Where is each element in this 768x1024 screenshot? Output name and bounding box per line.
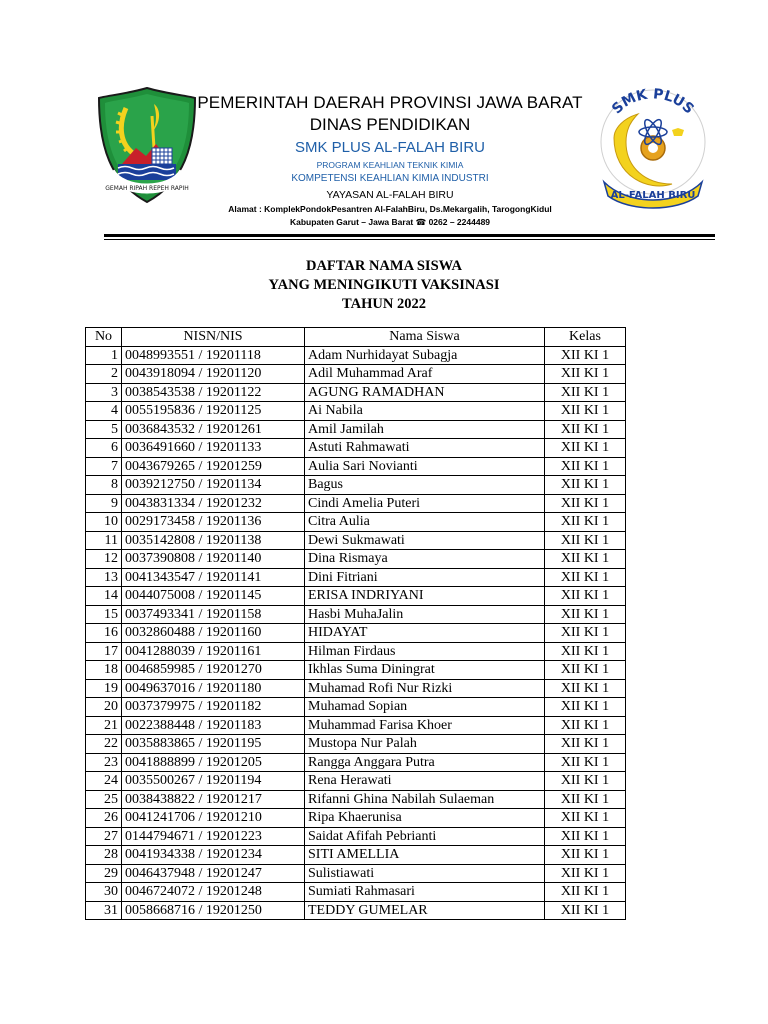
row-number: 1 [86, 346, 122, 365]
row-class: XII KI 1 [545, 642, 626, 661]
table-header-row [86, 328, 626, 347]
row-student-name: Rangga Anggara Putra [305, 753, 545, 772]
table-row [86, 901, 626, 920]
row-student-name: Adil Muhammad Araf [305, 365, 545, 384]
row-number: 18 [86, 661, 122, 680]
row-student-name: Dewi Sukmawati [305, 531, 545, 550]
letterhead [0, 0, 768, 240]
row-number: 30 [86, 883, 122, 902]
row-nisn: 0032860488 / 19201160 [122, 624, 305, 643]
row-class: XII KI 1 [545, 365, 626, 384]
letterhead-text [190, 92, 590, 229]
table-row [86, 383, 626, 402]
row-nisn: 0036491660 / 19201133 [122, 439, 305, 458]
row-class: XII KI 1 [545, 883, 626, 902]
row-number: 12 [86, 550, 122, 569]
logo-top-text: SMK PLUS [609, 86, 697, 118]
row-student-name: Aulia Sari Novianti [305, 457, 545, 476]
row-nisn: 0038438822 / 19201217 [122, 790, 305, 809]
table-row [86, 846, 626, 865]
row-class: XII KI 1 [545, 605, 626, 624]
row-number: 16 [86, 624, 122, 643]
row-nisn: 0043679265 / 19201259 [122, 457, 305, 476]
row-nisn: 0035500267 / 19201194 [122, 772, 305, 791]
row-nisn: 0043831334 / 19201232 [122, 494, 305, 513]
row-student-name: AGUNG RAMADHAN [305, 383, 545, 402]
row-class: XII KI 1 [545, 716, 626, 735]
program-text: PROGRAM KEAHLIAN TEKNIK KIMIA [316, 160, 464, 170]
row-student-name: Hasbi MuhaJalin [305, 605, 545, 624]
row-student-name: Sulistiawati [305, 864, 545, 883]
letterhead-divider-thin [104, 239, 715, 240]
letterhead-divider-thick [104, 234, 715, 237]
row-nisn: 0029173458 / 19201136 [122, 513, 305, 532]
row-nisn: 0055195836 / 19201125 [122, 402, 305, 421]
table-row [86, 531, 626, 550]
table-row [86, 624, 626, 643]
row-class: XII KI 1 [545, 439, 626, 458]
row-student-name: Ikhlas Suma Diningrat [305, 661, 545, 680]
row-student-name: Adam Nurhidayat Subagja [305, 346, 545, 365]
row-nisn: 0037493341 / 19201158 [122, 605, 305, 624]
row-student-name: HIDAYAT [305, 624, 545, 643]
row-student-name: Citra Aulia [305, 513, 545, 532]
row-class: XII KI 1 [545, 846, 626, 865]
row-nisn: 0035883865 / 19201195 [122, 735, 305, 754]
row-number: 8 [86, 476, 122, 495]
row-class: XII KI 1 [545, 735, 626, 754]
row-student-name: Ripa Khaerunisa [305, 809, 545, 828]
row-nisn: 0041888899 / 19201205 [122, 753, 305, 772]
row-student-name: Ai Nabila [305, 402, 545, 421]
row-nisn: 0041241706 / 19201210 [122, 809, 305, 828]
table-row [86, 476, 626, 495]
table-row [86, 346, 626, 365]
competency-text: KOMPETENSI KEAHLIAN KIMIA INDUSTRI [291, 173, 489, 184]
table-row [86, 439, 626, 458]
address-line-2: Kabupaten Garut – Jawa Barat ☎ 0262 – 2244489 [289, 217, 491, 227]
row-class: XII KI 1 [545, 513, 626, 532]
row-class: XII KI 1 [545, 420, 626, 439]
row-student-name: Rena Herawati [305, 772, 545, 791]
row-class: XII KI 1 [545, 827, 626, 846]
row-student-name: TEDDY GUMELAR [305, 901, 545, 920]
row-nisn: 0046437948 / 19201247 [122, 864, 305, 883]
row-student-name: Amil Jamilah [305, 420, 545, 439]
row-student-name: Cindi Amelia Puteri [305, 494, 545, 513]
table-row [86, 772, 626, 791]
table-row [86, 605, 626, 624]
table-row [86, 809, 626, 828]
table-row [86, 457, 626, 476]
row-number: 19 [86, 679, 122, 698]
row-class: XII KI 1 [545, 624, 626, 643]
table-row [86, 735, 626, 754]
row-class: XII KI 1 [545, 772, 626, 791]
row-number: 9 [86, 494, 122, 513]
row-nisn: 0038543538 / 19201122 [122, 383, 305, 402]
department-heading: DINAS PENDIDIKAN [309, 115, 471, 134]
row-nisn: 0041934338 / 19201234 [122, 846, 305, 865]
row-nisn: 0044075008 / 19201145 [122, 587, 305, 606]
table-row [86, 494, 626, 513]
row-number: 21 [86, 716, 122, 735]
row-number: 11 [86, 531, 122, 550]
row-number: 14 [86, 587, 122, 606]
row-class: XII KI 1 [545, 809, 626, 828]
header-no: No [86, 328, 122, 347]
row-nisn: 0036843532 / 19201261 [122, 420, 305, 439]
row-number: 6 [86, 439, 122, 458]
row-student-name: Dini Fitriani [305, 568, 545, 587]
table-row [86, 698, 626, 717]
row-nisn: 0046724072 / 19201248 [122, 883, 305, 902]
row-student-name: Muhamad Sopian [305, 698, 545, 717]
title-line-2: YANG MENINGIKUTI VAKSINASI [268, 277, 500, 293]
table-row [86, 402, 626, 421]
table-row [86, 365, 626, 384]
table-row [86, 716, 626, 735]
row-number: 26 [86, 809, 122, 828]
table-row [86, 642, 626, 661]
address-line-1: Alamat : KomplekPondokPesantren Al-FalahBiru, Ds.Mekargalih, TarogongKidul [228, 204, 552, 214]
row-student-name: Saidat Afifah Pebrianti [305, 827, 545, 846]
row-nisn: 0058668716 / 19201250 [122, 901, 305, 920]
table-row [86, 568, 626, 587]
row-number: 13 [86, 568, 122, 587]
row-nisn: 0046859985 / 19201270 [122, 661, 305, 680]
row-number: 23 [86, 753, 122, 772]
logo-bottom-text: AL-FALAH BIRU [610, 190, 696, 201]
row-nisn: 0037390808 / 19201140 [122, 550, 305, 569]
row-number: 25 [86, 790, 122, 809]
row-class: XII KI 1 [545, 901, 626, 920]
foundation-text: YAYASAN AL-FALAH BIRU [326, 189, 454, 201]
table-row [86, 661, 626, 680]
row-student-name: Mustopa Nur Palah [305, 735, 545, 754]
table-row [86, 864, 626, 883]
row-number: 10 [86, 513, 122, 532]
row-nisn: 0041288039 / 19201161 [122, 642, 305, 661]
row-class: XII KI 1 [545, 531, 626, 550]
table-row [86, 587, 626, 606]
row-class: XII KI 1 [545, 698, 626, 717]
table-row [86, 513, 626, 532]
row-class: XII KI 1 [545, 494, 626, 513]
table-row [86, 790, 626, 809]
row-number: 28 [86, 846, 122, 865]
row-student-name: Astuti Rahmawati [305, 439, 545, 458]
row-class: XII KI 1 [545, 476, 626, 495]
row-student-name: SITI AMELLIA [305, 846, 545, 865]
table-row [86, 420, 626, 439]
row-nisn: 0049637016 / 19201180 [122, 679, 305, 698]
table-row [86, 753, 626, 772]
row-class: XII KI 1 [545, 568, 626, 587]
emblem-motto: GEMAH RIPAH REPEH RAPIH [105, 185, 189, 192]
row-nisn: 0039212750 / 19201134 [122, 476, 305, 495]
row-number: 20 [86, 698, 122, 717]
row-class: XII KI 1 [545, 864, 626, 883]
row-nisn: 0037379975 / 19201182 [122, 698, 305, 717]
row-nisn: 0022388448 / 19201183 [122, 716, 305, 735]
row-number: 22 [86, 735, 122, 754]
row-class: XII KI 1 [545, 679, 626, 698]
row-student-name: Sumiati Rahmasari [305, 883, 545, 902]
row-class: XII KI 1 [545, 550, 626, 569]
row-nisn: 0035142808 / 19201138 [122, 531, 305, 550]
student-table [85, 327, 626, 920]
header-kelas: Kelas [545, 328, 626, 347]
table-row [86, 827, 626, 846]
row-nisn: 0041343547 / 19201141 [122, 568, 305, 587]
row-nisn: 0043918094 / 19201120 [122, 365, 305, 384]
row-number: 2 [86, 365, 122, 384]
row-class: XII KI 1 [545, 402, 626, 421]
title-line-1: DAFTAR NAMA SISWA [305, 258, 463, 274]
row-class: XII KI 1 [545, 346, 626, 365]
row-number: 29 [86, 864, 122, 883]
table-row [86, 883, 626, 902]
header-name: Nama Siswa [305, 328, 545, 347]
row-class: XII KI 1 [545, 383, 626, 402]
row-class: XII KI 1 [545, 790, 626, 809]
student-rows [86, 346, 626, 920]
row-nisn: 0048993551 / 19201118 [122, 346, 305, 365]
row-class: XII KI 1 [545, 457, 626, 476]
smk-plus-al-falah-biru-logo-icon [598, 84, 708, 212]
row-nisn: 0144794671 / 19201223 [122, 827, 305, 846]
document-title [0, 257, 768, 314]
header-nisn: NISN/NIS [122, 328, 305, 347]
row-class: XII KI 1 [545, 661, 626, 680]
row-student-name: Muhamad Rofi Nur Rizki [305, 679, 545, 698]
government-heading: PEMERINTAH DAERAH PROVINSI JAWA BARAT [197, 93, 583, 112]
row-number: 27 [86, 827, 122, 846]
row-class: XII KI 1 [545, 753, 626, 772]
row-number: 15 [86, 605, 122, 624]
row-number: 31 [86, 901, 122, 920]
row-number: 5 [86, 420, 122, 439]
row-class: XII KI 1 [545, 587, 626, 606]
school-name: SMK PLUS AL-FALAH BIRU [294, 139, 486, 156]
row-number: 3 [86, 383, 122, 402]
row-number: 24 [86, 772, 122, 791]
title-line-3: TAHUN 2022 [342, 296, 426, 312]
table-row [86, 550, 626, 569]
row-student-name: ERISA INDRIYANI [305, 587, 545, 606]
row-student-name: Hilman Firdaus [305, 642, 545, 661]
west-java-emblem-icon [96, 86, 198, 204]
row-number: 7 [86, 457, 122, 476]
row-number: 17 [86, 642, 122, 661]
row-student-name: Muhammad Farisa Khoer [305, 716, 545, 735]
row-student-name: Bagus [305, 476, 545, 495]
row-student-name: Rifanni Ghina Nabilah Sulaeman [305, 790, 545, 809]
row-student-name: Dina Rismaya [305, 550, 545, 569]
row-number: 4 [86, 402, 122, 421]
table-row [86, 679, 626, 698]
